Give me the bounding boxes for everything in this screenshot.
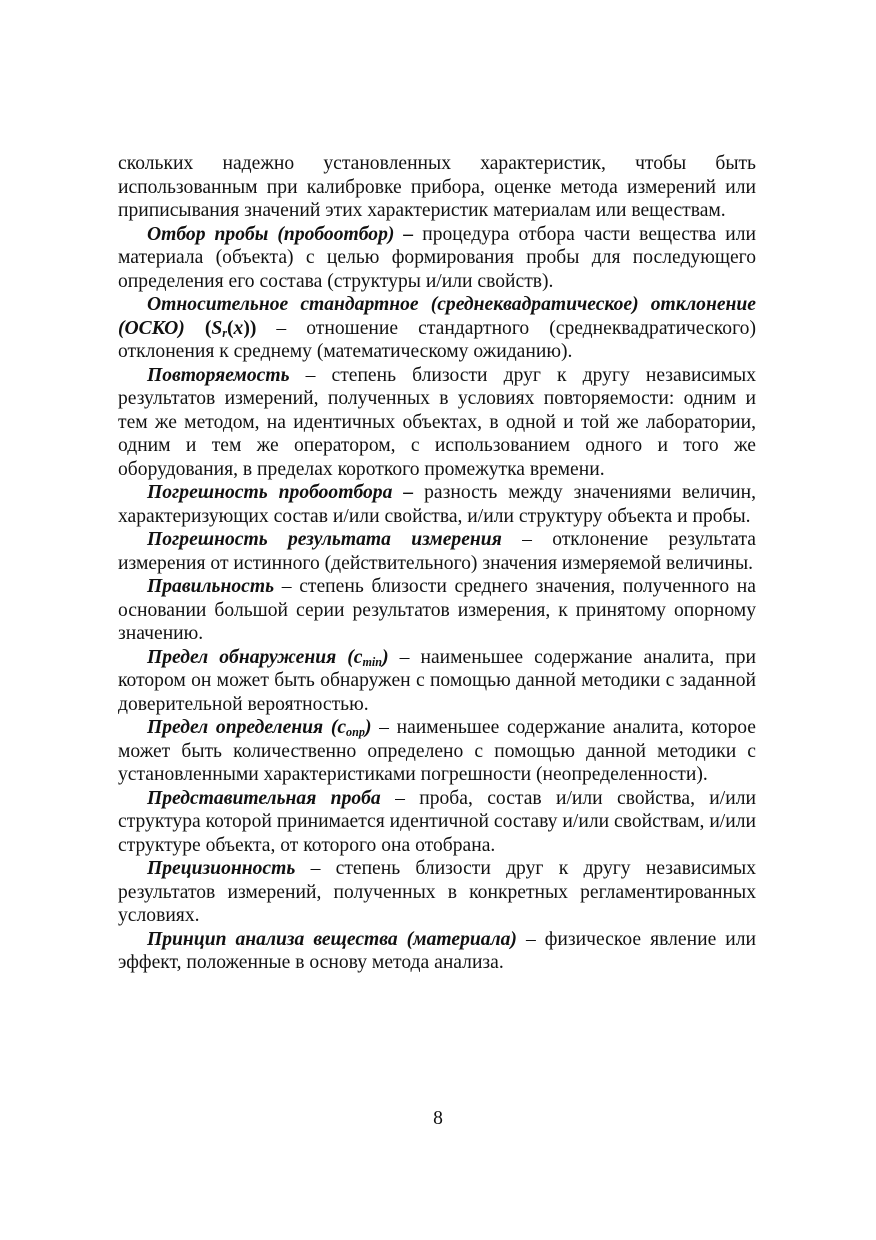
term: Предел обнаружения $(c_{min})$	[147, 646, 389, 669]
paragraph-text: скольких надежно установленных характеристик, чтобы быть использованным при калибровке прибора, оценке метода измерений или приписывания значений этих характеристик материалам или веществам.	[118, 153, 756, 221]
definition-quantification-limit	[118, 716, 756, 787]
definition-text: – проба, состав и/или свойства, и/или структура которой принимается идентичной составу и/или свойствам, и/или структуре объекта, от которого она отобрана.	[118, 787, 756, 856]
definition-text: – наименьшее содержание аналита, при котором он может быть обнаружен с помощью данной методики с заданной доверительной вероятностью.	[118, 646, 756, 715]
definition-text: – отношение стандартного (среднеквадратического) отклонения к среднему (математическому ожиданию).	[118, 317, 756, 362]
definition-text: – степень близости друг к другу независимых результатов измерений, полученных в конкретных регламентированных условиях.	[118, 858, 756, 926]
page-body	[118, 152, 756, 975]
term: Представительная проба	[147, 787, 381, 809]
page-number: 8	[433, 1108, 443, 1129]
term: Прецизионность	[147, 858, 296, 879]
term: Относительное стандартное (среднеквадратическое) отклонение (ОСКО)	[118, 294, 756, 339]
term: Погрешность результата измерения	[147, 529, 502, 550]
definition-text: – степень близости среднего значения, полученного на основании большой серии результатов измерения, к принятому опорному значению.	[118, 576, 756, 644]
definition-detection-limit	[118, 646, 756, 717]
paragraph-continuation	[118, 152, 756, 223]
definition-repeatability	[118, 364, 756, 482]
definition-text: – физическое явление или эффект, положенные в основу метода анализа.	[118, 928, 756, 973]
definition-sampling-error	[118, 481, 756, 528]
definition-text: – наименьшее содержание аналита, которое может быть количественно определено с помощью данной методики с установленными характеристиками погрешности (неопределенности).	[118, 717, 757, 785]
term: Повторяемость	[147, 364, 290, 386]
definition-text: – степень близости друг к другу независимых результатов измерений, полученных в условиях повторяемости: одним и тем же методом, на идентичных объектах, в одной и той же лаборатории, одним и тем же оператором, с использованием одного и того же оборудования, в пределах короткого промежутка времени.	[118, 364, 756, 480]
term: Отбор пробы (пробоотбор) –	[147, 223, 414, 245]
symbol: $(S_r(x))$	[184, 317, 257, 340]
definition-trueness	[118, 575, 756, 646]
term: Правильность	[147, 576, 275, 597]
term: Предел определения $(c_{опр})$	[147, 717, 372, 740]
definition-precision	[118, 857, 756, 928]
definition-text: разность между значениями величин, характеризующих состав и/или свойства, и/или структуру объекта и пробы.	[118, 482, 756, 527]
term: Погрешность пробоотбора –	[147, 482, 414, 503]
definition-analysis-principle	[118, 928, 756, 975]
term: Принцип анализа вещества (материала)	[147, 928, 517, 950]
definition-rsd	[118, 293, 756, 364]
definition-measurement-error	[118, 528, 756, 575]
definition-text: процедура отбора части вещества или материала (объекта) с целью формирования пробы для последующего определения его состава (структуры и/или свойств).	[118, 223, 757, 292]
definition-representative-sample	[118, 787, 756, 858]
definition-text: – отклонение результата измерения от истинного (действительного) значения измеряемой величины.	[118, 529, 756, 574]
definition-sampling	[118, 223, 756, 294]
